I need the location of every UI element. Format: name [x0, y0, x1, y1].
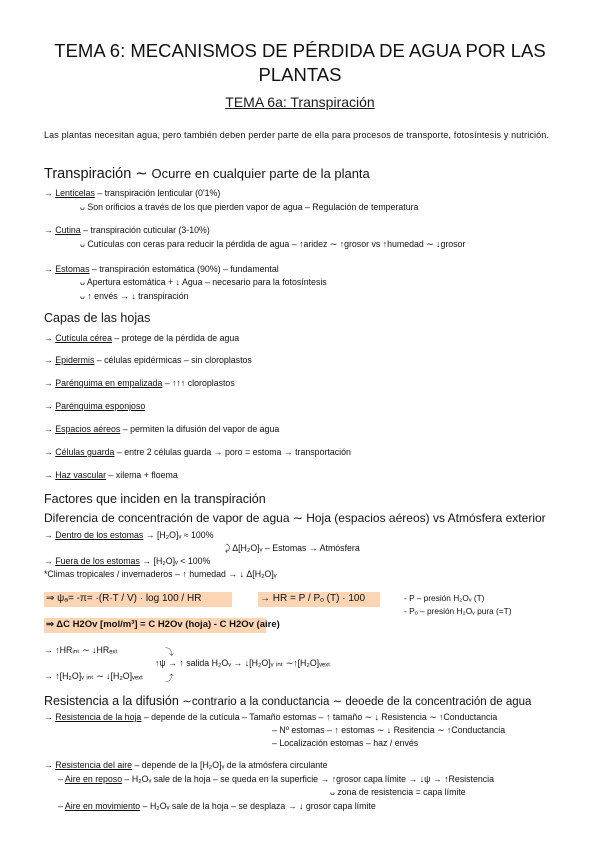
formula1: ⇒ ψₐ= -π= ·(R·T / V) · log 100 / HR	[46, 593, 202, 604]
arrow-icon: →	[44, 760, 53, 770]
arrow-icon: →	[44, 424, 53, 434]
capa-item	[44, 401, 145, 411]
term-lenticelas: Lenticelas	[55, 188, 95, 198]
arrow-icon: →	[44, 556, 53, 566]
dentro-text: → [H₂O]ᵥ ≈ 100%	[143, 530, 214, 540]
page-title-line1: TEMA 6: MECANISMOS DE PÉRDIDA DE AGUA POR LAS	[54, 40, 546, 61]
resistencia-heading	[44, 694, 531, 708]
cutina-line	[44, 225, 210, 235]
cutina-text: – transpiración cuticular (3-10%)	[83, 225, 210, 235]
hr-line: → ↑HRᵢₙₜ ∼ ↓HRₑₓₜ	[44, 645, 118, 655]
lenticelas-text: – transpiración lenticular (0'1%)	[97, 188, 221, 198]
arrow-icon: →	[44, 333, 53, 343]
arrow-icon: →	[44, 712, 53, 722]
capa-item	[44, 355, 252, 365]
fuera-text: → [H₂O]ᵥ < 100%	[139, 556, 211, 566]
arrow-icon: →	[44, 401, 53, 411]
heading-main: Transpiración	[44, 166, 132, 182]
estomas-sub2: ᴗ ↑ envés → ↓ transpiración	[80, 291, 189, 301]
arrow-icon: →	[44, 530, 53, 540]
note1: - P – presión H₂Oᵥ (T)	[404, 593, 485, 603]
heading-rest: ∼contrario a la conductancia ∼ deoede de la concentración de agua	[182, 696, 532, 708]
arrow-icon: →	[44, 355, 53, 365]
reposo-text: – H₂Oᵥ sale de la hoja – se queda en la superficie → ↑grosor capa límite → ↓ψ → ↑Resistencia	[122, 774, 494, 784]
estomas-line	[44, 264, 279, 274]
capa-term: Parénquima esponjoso	[55, 401, 146, 411]
psi-line: ↑ψ → ↑ salida H₂Oᵥ → ↓[H₂O]ᵥ ᵢₙₜ ∼↑[H₂O]ᵥₑₓₜ	[155, 658, 331, 668]
capa-text: – células epidérmicas – sin cloroplastos	[94, 355, 252, 365]
capa-term: Epidermis	[55, 355, 95, 365]
capa-text: – protege de la pérdida de agua	[111, 333, 240, 343]
delta-line: ⤸ Δ[H₂O]ᵥ – Estomas → Atmósfera	[225, 543, 360, 553]
capa-term: Espacios aéreos	[55, 424, 121, 434]
reposo-sub: ᴗ zona de resistencia = capa límite	[330, 787, 466, 797]
movimiento-text: – H₂Oᵥ sale de la hoja – se desplaza → ↓ grosor capa límite	[140, 801, 376, 811]
lenticelas-sub1: ᴗ Son orificios a través de los que pierden vapor de agua – Regulación de temperatura	[80, 202, 419, 212]
capa-text: – xilema + floema	[106, 470, 178, 480]
fuera-line	[44, 556, 210, 566]
dash: –	[58, 801, 63, 811]
capa-text: – entre 2 células guarda → poro = estoma → transportación	[114, 447, 351, 457]
arrow-icon: →	[44, 378, 53, 388]
estomas-sub1: ᴗ Apertura estomática + ↓ Agua – necesario para la fotosíntesis	[80, 277, 327, 287]
lenticelas-line	[44, 188, 220, 198]
heading-main: Resistencia a la difusión	[44, 694, 179, 708]
hoja-line	[44, 712, 497, 723]
capas-heading: Capas de las hojas	[44, 311, 151, 325]
capa-item	[44, 447, 351, 457]
term-cutina: Cutina	[55, 225, 81, 235]
term-fuera: Fuera de los estomas	[55, 556, 140, 566]
transpiracion-heading	[44, 166, 370, 182]
h2o-line: → ↑[H₂O]ᵥ ᵢₙₜ ∼ ↓[H₂O]ᵥₑₓₜ	[44, 671, 144, 681]
arrow-icon: →	[44, 447, 53, 457]
capa-term: Cutícula cérea	[55, 333, 112, 343]
factores-subheading: Diferencia de concentración de vapor de agua ∼ Hoja (espacios aéreos) vs Atmósfera exterior	[44, 511, 546, 525]
estomas-text: – transpiración estomática (90%) – fundamental	[91, 264, 279, 274]
term-aire: Resistencia del aire	[55, 760, 133, 770]
capa-item	[44, 378, 235, 388]
dash: –	[58, 774, 63, 784]
dentro-line	[44, 530, 214, 540]
arrow-icon: →	[44, 264, 53, 274]
capa-item	[44, 470, 178, 480]
arrow-icon: →	[44, 188, 53, 198]
capa-item	[44, 333, 239, 343]
hoja-text: – depende de la cutícula – Tamaño estomas – ↑ tamaño ∼ ↓ Resistencia ∼ ↑Conductancia	[141, 712, 498, 722]
capa-text: – ↑↑↑ cloroplastos	[162, 378, 235, 388]
term-movimiento: Aire en movimiento	[64, 801, 141, 811]
page-title-line2: PLANTAS	[258, 64, 342, 85]
capa-item	[44, 424, 279, 434]
cutina-sub1: ᴗ Cutículas con ceras para reducir la pérdida de agua – ↑aridez ∼ ↑grosor vs ↑humedad ∼ ↓grosor	[80, 239, 466, 249]
page-subtitle	[0, 94, 600, 110]
capa-term: Parénquima en empalizada	[55, 378, 163, 388]
intro-paragraph: Las plantas necesitan agua, pero también deben perder parte de ella para procesos de transporte, fotosíntesis y nutrición.	[44, 130, 550, 140]
capa-text: – permiten la difusión del vapor de agua	[120, 424, 280, 434]
hr-curve-arrow-icon: ⤵	[165, 647, 174, 657]
term-dentro: Dentro de los estomas	[55, 530, 144, 540]
formula2: → HR = P / Pₒ (T) · 100	[260, 593, 366, 604]
aire-text: – depende de la [H₂O]ᵥ de la atmósfera circulante	[132, 760, 328, 770]
aire-line	[44, 760, 328, 770]
term-estomas: Estomas	[55, 264, 90, 274]
capa-term: Células guarda	[55, 447, 115, 457]
term-hoja: Resistencia de la hoja	[55, 712, 142, 722]
hoja-line3: – Localización estomas – haz / envés	[272, 738, 419, 748]
reposo-line	[58, 774, 494, 784]
note2: - Pₒ – presión H₂Oᵥ pura (=T)	[404, 606, 512, 616]
climas-line: *Climas tropicales / invernaderos – ↑ humedad → ↓ Δ[H₂O]ᵥ	[44, 569, 277, 579]
heading-tilde: ∼	[135, 166, 148, 182]
subtitle-text: TEMA 6a: Transpiración	[225, 94, 375, 110]
movimiento-line	[58, 801, 376, 811]
heading-rest: Ocurre en cualquier parte de la planta	[151, 166, 370, 181]
capa-term: Haz vascular	[55, 470, 107, 480]
factores-heading: Factores que inciden en la transpiración	[44, 492, 266, 506]
formula3: ⇒ ΔC H2Ov [mol/m³] = C H2Ov (hoja) - C H2Ov (aire)	[46, 619, 280, 630]
arrow-icon: →	[44, 225, 53, 235]
term-reposo: Aire en reposo	[64, 774, 123, 784]
arrow-icon: →	[44, 470, 53, 480]
h2o-curve-arrow-icon: ⤴	[165, 673, 174, 683]
hoja-line2: – Nº estomas – ↑ estomas ∼ ↓ Resitencia ∼ ↑Conductancia	[272, 725, 506, 735]
